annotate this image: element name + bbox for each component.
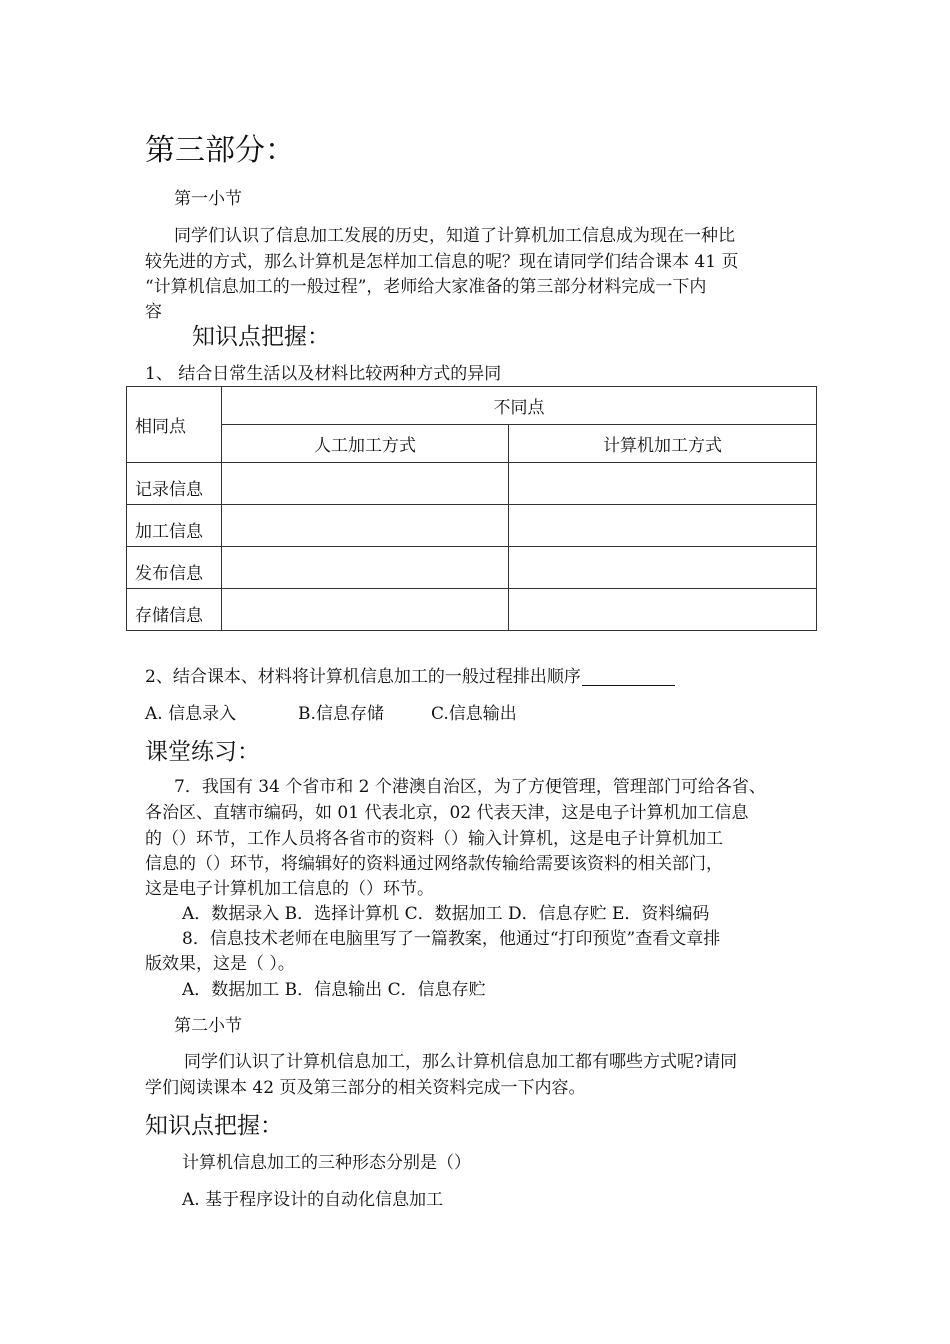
q8-options: A．数据加工 B．信息输出 C．信息存贮 — [182, 980, 486, 1000]
table-cell[interactable] — [509, 463, 817, 505]
section1-heading: 第一小节 — [174, 189, 242, 209]
section2-intro-line: 学们阅读课本 42 页及第三部分的相关资料完成一下内容。 — [145, 1078, 586, 1098]
section1-intro-line: 较先进的方式，那么计算机是怎样加工信息的呢？现在请同学们结合课本 41 页 — [145, 252, 739, 272]
section1-intro-line: 同学们认识了信息加工发展的历史，知道了计算机加工信息成为现在一种比 — [174, 226, 735, 246]
table-cell[interactable] — [509, 505, 817, 547]
answer-blank[interactable] — [582, 669, 675, 686]
knowledge-title: 知识点把握： — [192, 324, 330, 350]
question-1: 1、 结合日常生活以及材料比较两种方式的异同 — [145, 364, 502, 384]
section2-intro-line: 同学们认识了计算机信息加工，那么计算机信息加工都有哪些方式呢?请同 — [184, 1052, 738, 1072]
section1-intro-line: “计算机信息加工的一般过程”，老师给大家准备的第三部分材料完成一下内 — [145, 277, 707, 297]
table-cell[interactable] — [222, 505, 509, 547]
table-header-row — [127, 387, 817, 425]
table-row — [127, 589, 817, 631]
table-cell[interactable] — [509, 589, 817, 631]
q7-line: 各治区、直辖市编码，如 01 代表北京，02 代表天津，这是电子计算机加工信息 — [145, 803, 749, 823]
section1-intro-line: 容 — [145, 302, 162, 322]
q8-line: 版效果，这是（ ）。 — [145, 954, 295, 974]
q2-option-a: A. 信息录入 — [145, 704, 237, 724]
table-cell[interactable] — [509, 547, 817, 589]
q7-line: 信息的（）环节，将编辑好的资料通过网络款传输给需要该资料的相关部门， — [145, 854, 723, 874]
table-row — [127, 547, 817, 589]
col-computer: 计算机加工方式 — [509, 425, 817, 463]
q8-line: 8．信息技术老师在电脑里写了一篇教案，他通过“打印预览”查看文章排 — [182, 929, 721, 949]
table-subheader-row — [127, 425, 817, 463]
section2-option-a: A. 基于程序设计的自动化信息加工 — [182, 1190, 444, 1210]
row-label: 发布信息 — [127, 547, 222, 589]
q7-line: 这是电子计算机加工信息的（）环节。 — [145, 879, 434, 899]
table-row — [127, 463, 817, 505]
row-label: 存储信息 — [127, 589, 222, 631]
practice-title: 课堂练习： — [145, 739, 260, 765]
q7-line: 的（）环节，工作人员将各省市的资料（）输入计算机，这是电子计算机加工 — [145, 829, 723, 849]
knowledge-title-2: 知识点把握： — [145, 1113, 283, 1139]
question-2 — [145, 669, 675, 686]
col-manual: 人工加工方式 — [222, 425, 509, 463]
same-header: 相同点 — [127, 387, 222, 463]
comparison-table — [126, 386, 817, 631]
table-row — [127, 505, 817, 547]
q2-option-c: C.信息输出 — [431, 704, 517, 724]
q7-line: 7．我国有 34 个省市和 2 个港澳自治区，为了方便管理，管理部门可给各省、 — [174, 777, 766, 797]
table-cell[interactable] — [222, 463, 509, 505]
section2-heading: 第二小节 — [174, 1016, 242, 1036]
question-2-text: 2、结合课本、材料将计算机信息加工的一般过程排出顺序 — [145, 667, 581, 687]
table-cell[interactable] — [222, 589, 509, 631]
table-cell[interactable] — [222, 547, 509, 589]
section2-question: 计算机信息加工的三种形态分别是（） — [182, 1153, 471, 1173]
row-label: 加工信息 — [127, 505, 222, 547]
q2-option-b: B.信息存储 — [298, 704, 384, 724]
q7-options: A．数据录入 B．选择计算机 C．数据加工 D．信息存贮 E．资料编码 — [182, 904, 710, 924]
part-title: 第三部分： — [145, 133, 295, 168]
row-label: 记录信息 — [127, 463, 222, 505]
diff-header: 不同点 — [222, 387, 817, 425]
